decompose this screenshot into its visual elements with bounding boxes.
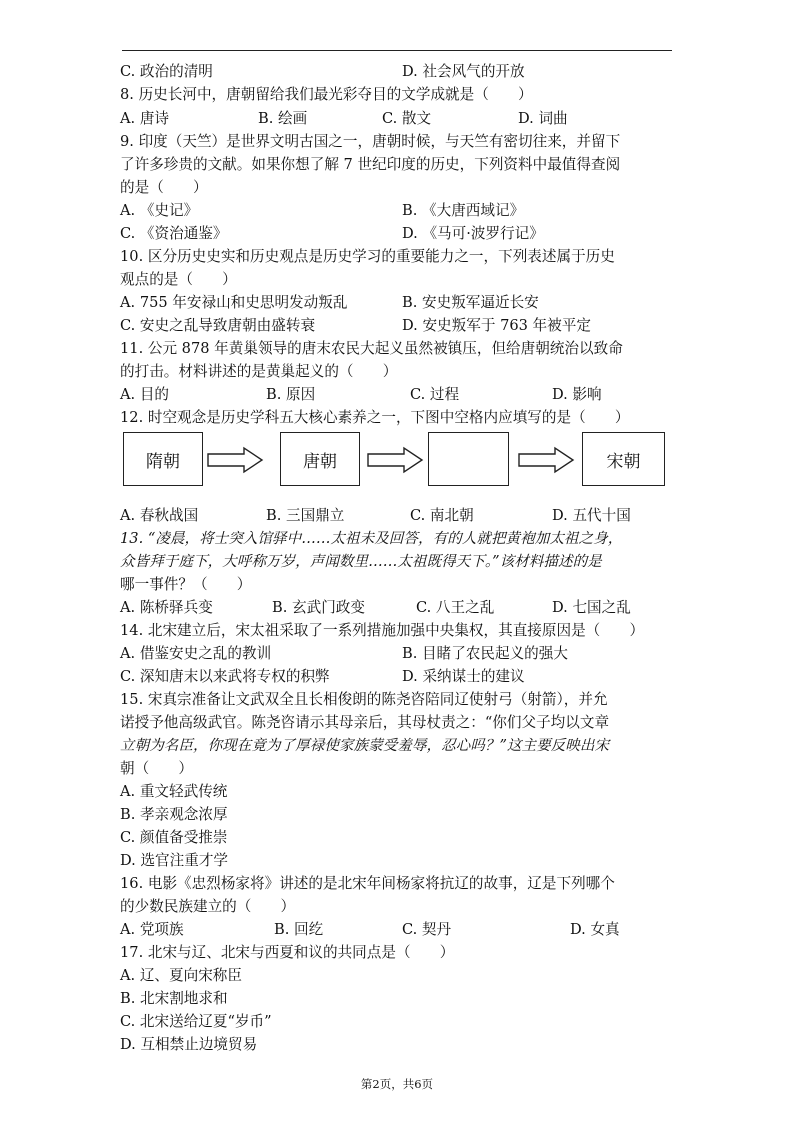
q15-option-b: B. 孝亲观念浓厚 [120,806,228,823]
q8-option-a: A. 唐诗 [120,110,170,127]
q7-option-c: C. 政治的清明 [120,63,213,80]
q17-stem: 17. 北宋与辽、北宋与西夏和议的共同点是（ ） [120,944,455,961]
q9-option-d: D. 《马可·波罗行记》 [402,225,544,242]
arrow-right-icon [366,446,424,474]
q10-option-c: C. 安史之乱导致唐朝由盛转衰 [120,317,316,334]
q8-option-d: D. 词曲 [518,110,568,127]
q11-option-b: B. 原因 [266,386,316,403]
q11-stem-line2: 的打击。材料讲述的是黄巢起义的（ ） [120,363,398,380]
diagram-box-sui: 隋朝 [123,432,203,486]
q14-option-c: C. 深知唐末以来武将专权的积弊 [120,668,330,685]
page-footer: 第2页，共6页 [360,1077,434,1091]
q15-stem-line4: 朝（ ） [120,760,193,777]
q12-option-d: D. 五代十国 [552,507,631,524]
q9-option-b: B. 《大唐西域记》 [402,202,525,219]
q12-option-b: B. 三国鼎立 [266,507,345,524]
q14-option-a: A. 借鉴安史之乱的教训 [120,645,272,662]
q7-option-d: D. 社会风气的开放 [402,63,525,80]
q15-option-c: C. 颜值备受推崇 [120,829,228,846]
q10-option-d: D. 安史叛军于 763 年被平定 [402,317,591,334]
q17-option-c: C. 北宋送给辽夏“岁币” [120,1013,272,1030]
q9-option-c: C. 《资治通鉴》 [120,225,228,242]
q13-option-b: B. 玄武门政变 [272,599,365,616]
diagram-box-tang: 唐朝 [280,432,360,486]
q17-option-d: D. 互相禁止边境贸易 [120,1036,258,1053]
diagram-box-song: 宋朝 [582,432,665,486]
q16-option-d: D. 女真 [570,921,620,938]
q8-option-b: B. 绘画 [258,110,308,127]
q12-option-c: C. 南北朝 [410,507,474,524]
q13-option-a: A. 陈桥驿兵变 [120,599,213,616]
q8-option-c: C. 散文 [382,110,432,127]
q15-stem-line3: 立朝为名臣，你现在竟为了厚禄使家族蒙受羞辱，忍心吗？”这主要反映出宋 [120,737,610,754]
q13-option-d: D. 七国之乱 [552,599,631,616]
q13-option-c: C. 八王之乱 [416,599,495,616]
q10-option-b: B. 安史叛军逼近长安 [402,294,539,311]
q9-stem-line1: 9. 印度（天竺）是世界文明古国之一，唐朝时候，与天竺有密切往来，并留下 [120,133,621,150]
q14-stem: 14. 北宋建立后，宋太祖采取了一系列措施加强中央集权，其直接原因是（ ） [120,622,645,639]
q14-option-b: B. 目睹了农民起义的强大 [402,645,568,662]
q16-stem-line1: 16. 电影《忠烈杨家将》讲述的是北宋年间杨家将抗辽的故事，辽是下列哪个 [120,875,615,892]
q10-stem-line2: 观点的是（ ） [120,271,237,288]
q13-stem-line1: 13. “凌晨，将士突入馆驿中……太祖未及回答，有的人就把黄袍加太祖之身， [120,530,623,547]
q9-stem-line3: 的是（ ） [120,179,208,196]
q16-option-b: B. 回纥 [274,921,324,938]
q11-option-d: D. 影响 [552,386,602,403]
q15-option-a: A. 重文轻武传统 [120,783,228,800]
q12-option-a: A. 春秋战国 [120,507,199,524]
q13-stem-line2: 众皆拜于庭下，大呼称万岁，声闻数里……太祖既得天下。”该材料描述的是 [120,553,602,570]
q9-stem-line2: 了许多珍贵的文献。如果你想了解 7 世纪印度的历史，下列资料中最值得查阅 [120,156,621,173]
q16-stem-line2: 的少数民族建立的（ ） [120,898,296,915]
q11-stem-line1: 11. 公元 878 年黄巢领导的唐末农民大起义虽然被镇压，但给唐朝统治以致命 [120,340,623,357]
q10-option-a: A. 755 年安禄山和史思明发动叛乱 [120,294,348,311]
header-rule [122,50,672,51]
q9-option-a: A. 《史记》 [120,202,199,219]
q15-option-d: D. 选官注重才学 [120,852,229,869]
q12-stem: 12. 时空观念是历史学科五大核心素养之一，下图中空格内应填写的是（ ） [120,409,630,426]
q8-stem: 8. 历史长河中，唐朝留给我们最光彩夺目的文学成就是（ ） [120,86,533,103]
q17-option-b: B. 北宋割地求和 [120,990,228,1007]
q13-stem-line3: 哪一事件？（ ） [120,576,252,593]
arrow-right-icon [517,446,575,474]
q16-option-c: C. 契丹 [402,921,452,938]
arrow-right-icon [206,446,264,474]
q15-stem-line2: 诺授予他高级武官。陈尧咨请示其母亲后，其母杖责之：“你们父子均以文章 [120,714,610,731]
q10-stem-line1: 10. 区分历史史实和历史观点是历史学习的重要能力之一，下列表述属于历史 [120,248,615,265]
q11-option-c: C. 过程 [410,386,460,403]
q14-option-d: D. 采纳谋士的建议 [402,668,525,685]
diagram-box-blank [428,432,509,486]
q16-option-a: A. 党项族 [120,921,184,938]
q11-option-a: A. 目的 [120,386,170,403]
q17-option-a: A. 辽、夏向宋称臣 [120,967,242,984]
q15-stem-line1: 15. 宋真宗准备让文武双全且长相俊朗的陈尧咨陪同辽使射弓（射箭），并允 [120,691,608,708]
